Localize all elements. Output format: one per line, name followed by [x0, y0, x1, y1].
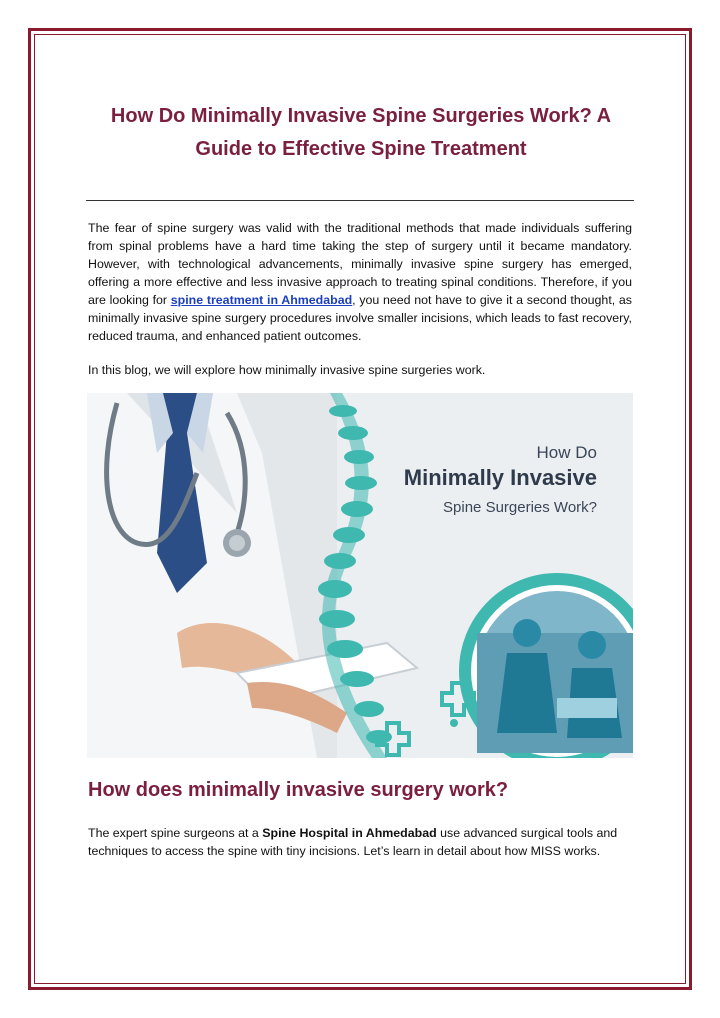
intro-paragraph — [88, 219, 632, 345]
spine-treatment-link[interactable]: spine treatment in Ahmedabad — [170, 293, 353, 307]
section-text-1: The expert spine surgeons at a — [88, 826, 263, 840]
intro-text-1: The fear of spine surgery was valid with the traditional methods that made individuals suffering from spinal problems have a hard time taking the step of surgery until it became mandatory. However, with technological advancements, minimally invasive spine surgery has emerged, offering a more effective and less invasive approach to treating spinal conditions. Therefore, if you are looking for — [88, 221, 632, 307]
hero-line-3: Spine Surgeries Work? — [443, 499, 597, 516]
hero-line-2: Minimally Invasive — [403, 465, 597, 490]
section-text-2: use advanced surgical tools and techniques to access the spine with tiny incisions. Let’s learn in detail about how MISS works. — [88, 826, 618, 858]
title-divider — [86, 200, 634, 201]
spine-hospital-bold: Spine Hospital in Ahmedabad — [262, 826, 437, 840]
section-heading: How does minimally invasive surgery work? — [88, 779, 509, 801]
hero-image — [87, 393, 633, 758]
section-paragraph — [88, 824, 632, 860]
intro-text-2: , you need not have to give it a second thought, as minimally invasive spine surgery procedures involve smaller incisions, which leads to fast recovery, reduced trauma, and enhanced patient outcomes. — [88, 293, 632, 343]
blog-intro-line: In this blog, we will explore how minimally invasive spine surgeries work. — [88, 363, 486, 377]
hero-line-1: How Do — [536, 443, 597, 462]
page-title: How Do Minimally Invasive Spine Surgeries Work? A Guide to Effective Spine Treatment — [110, 105, 612, 160]
